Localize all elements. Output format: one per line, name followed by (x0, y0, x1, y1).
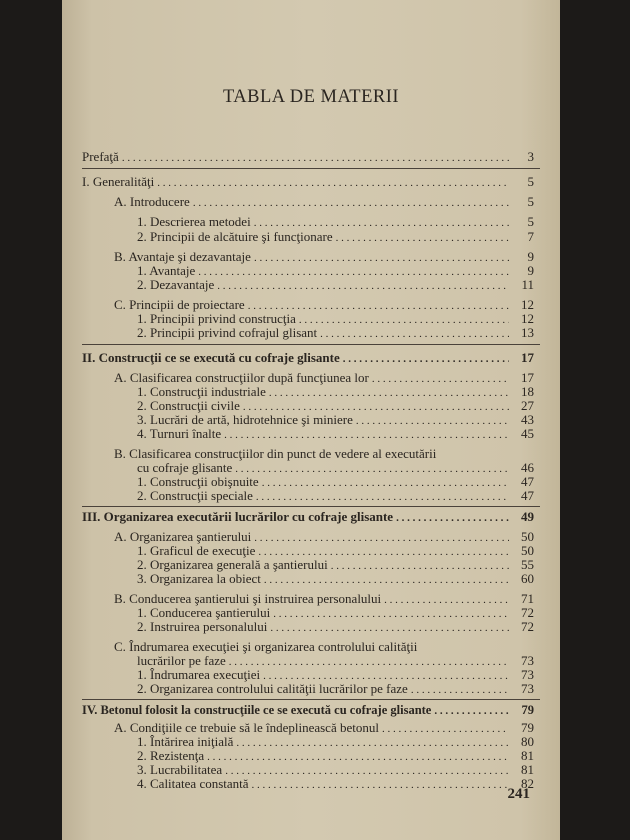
toc-subsection: 1. Îndrumarea execuţiei . . . 73 (137, 668, 534, 683)
divider (82, 699, 540, 700)
toc-subsection: 1. Construcţii obişnuite . . . 47 (137, 475, 534, 490)
toc-section: B. Clasificarea construcţiilor din punct de vedere al executării (114, 446, 437, 461)
toc-subsection: 3. Organizarea la obiect . . . 60 (137, 572, 534, 587)
toc-section: A. Organizarea şantierului . . . 50 (114, 530, 534, 545)
toc-entry-preface: Prefaţă . . . 3 (82, 150, 534, 165)
toc-section: B. Conducerea şantierului şi instruirea personalului . . . 71 (114, 592, 534, 607)
toc-section: B. Avantaje şi dezavantaje . . . 9 (114, 250, 534, 265)
book-page (62, 0, 560, 840)
toc-section: C. Îndrumarea execuţiei şi organizarea controlului calităţii (114, 639, 418, 654)
toc-section-continuation: cu cofraje glisante . . . 46 (137, 461, 534, 476)
divider (82, 168, 540, 169)
toc-title: TABLA DE MATERII (222, 87, 400, 107)
dot-leader (122, 150, 509, 165)
toc-subsection: 1. Avantaje . . . 9 (137, 264, 534, 279)
toc-subsection: 2. Principii de alcătuire şi funcţionare . . . 7 (137, 230, 534, 245)
toc-subsection: 2. Construcţii speciale . . . 47 (137, 489, 534, 504)
divider (82, 506, 540, 507)
toc-subsection: 4. Calitatea constantă . . . 82 (137, 777, 534, 792)
toc-chapter-2: II. Construcţii ce se execută cu cofraje glisante . . . 17 (82, 351, 534, 366)
toc-subsection: 2. Instruirea personalului . . . 72 (137, 620, 534, 635)
toc-subsection: 1. Principii privind construcţia . . . 12 (137, 312, 534, 327)
toc-subsection: 1. Construcţii industriale . . . 18 (137, 385, 534, 400)
toc-subsection: 4. Turnuri înalte . . . 45 (137, 427, 534, 442)
toc-section: A. Introducere . . . 5 (114, 195, 534, 210)
toc-subsection: 1. Întărirea iniţială . . . 80 (137, 735, 534, 750)
toc-subsection: 1. Conducerea şantierului . . . 72 (137, 606, 534, 621)
toc-section: A. Condiţiile ce trebuie să le îndeplinească betonul . . . 79 (114, 721, 534, 736)
toc-subsection: 2. Organizarea controlului calităţii lucrărilor pe faze . . . 73 (137, 682, 534, 697)
toc-subsection: 3. Lucrabilitatea . . . 81 (137, 763, 534, 778)
toc-subsection: 1. Descrierea metodei . . . 5 (137, 215, 534, 230)
page-number: 241 (507, 786, 530, 802)
divider (82, 344, 540, 345)
toc-subsection: 2. Rezistenţa . . . 81 (137, 749, 534, 764)
toc-subsection: 2. Organizarea generală a şantierului . . . 55 (137, 558, 534, 573)
toc-subsection: 2. Dezavantaje . . . 11 (137, 278, 534, 293)
toc-subsection: 1. Graficul de execuţie . . . 50 (137, 544, 534, 559)
toc-subsection: 3. Lucrări de artă, hidrotehnice şi miniere . . . 43 (137, 413, 534, 428)
toc-section: A. Clasificarea construcţiilor după funcţiunea lor . . . 17 (114, 371, 534, 386)
toc-chapter-1: I. Generalităţi . . . 5 (82, 175, 534, 190)
toc-section: C. Principii de proiectare . . . 12 (114, 298, 534, 313)
toc-subsection: 2. Construcţii civile . . . 27 (137, 399, 534, 414)
toc-subsection: 2. Principii privind cofrajul glisant . . . 13 (137, 326, 534, 341)
toc-section-continuation: lucrărilor pe faze . . . 73 (137, 654, 534, 669)
toc-chapter-3: III. Organizarea executării lucrărilor cu cofraje glisante . . . 49 (82, 510, 534, 525)
toc-chapter-4: IV. Betonul folosit la construcţiile ce se execută cu cofraje glisante . . . 79 (82, 703, 534, 718)
